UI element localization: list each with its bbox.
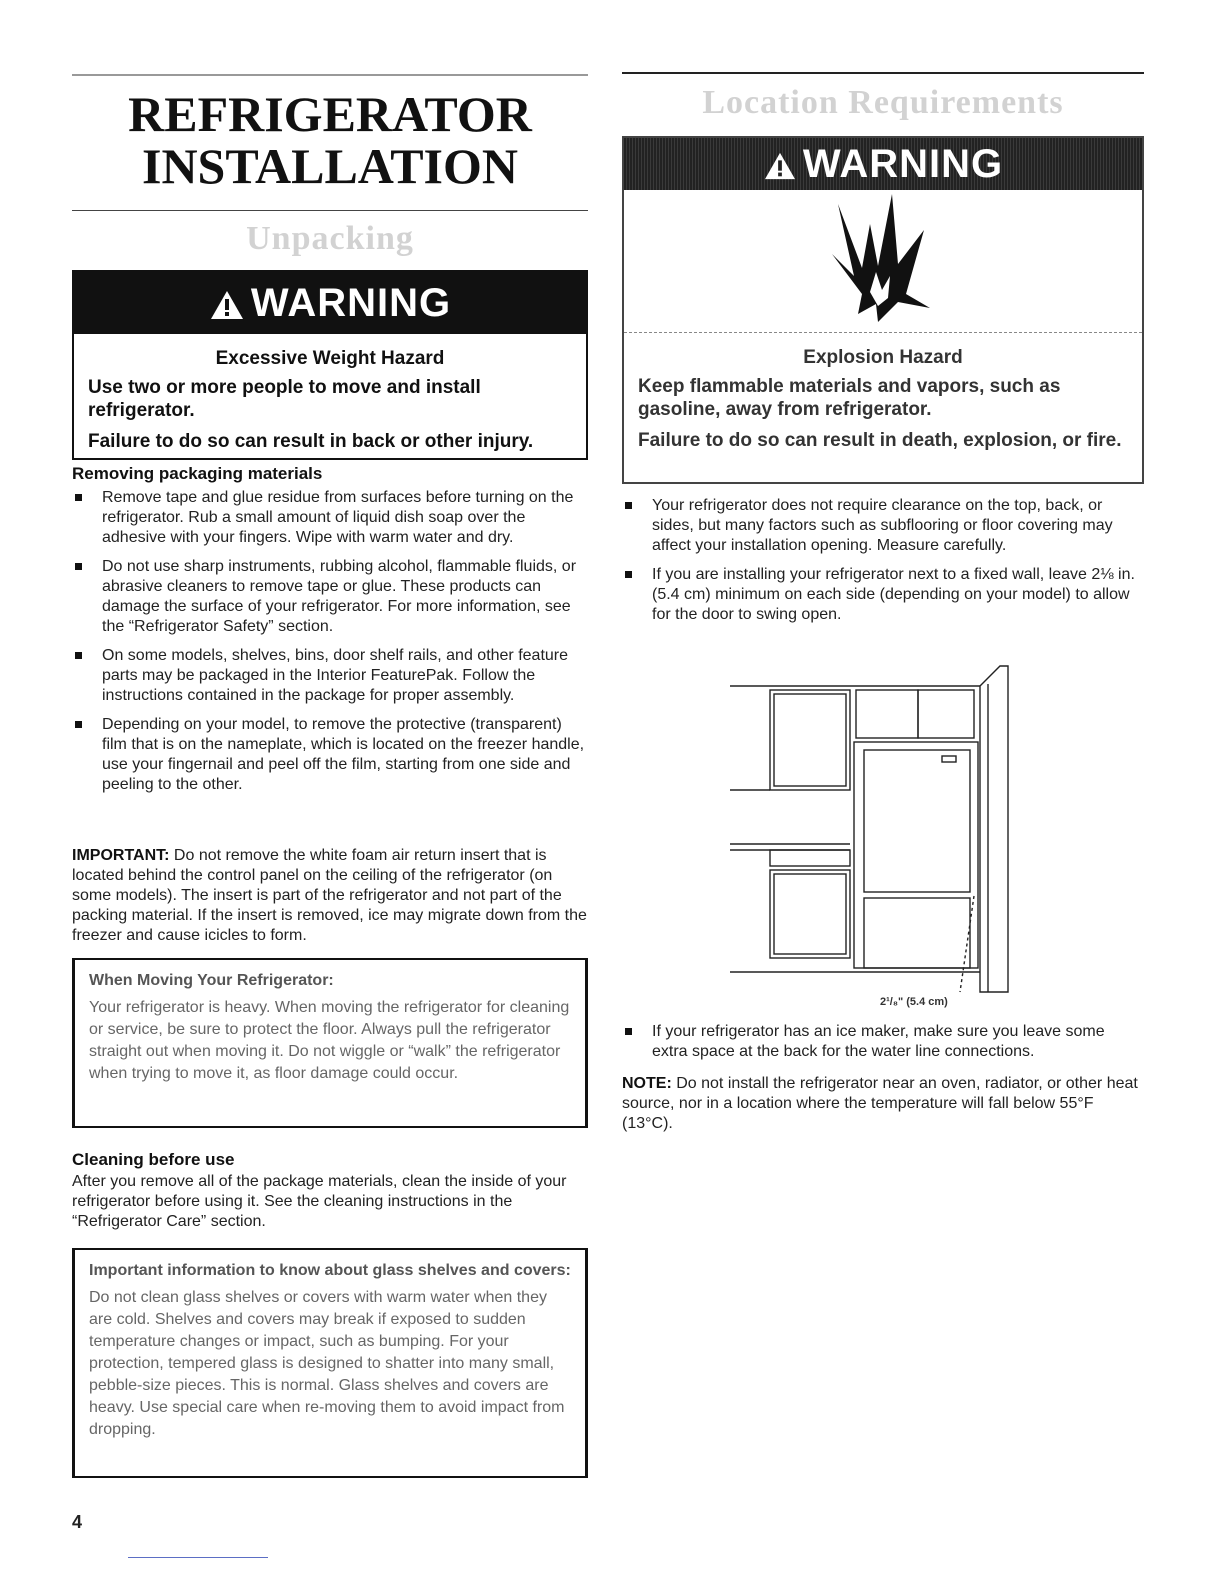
explosion-icon-area bbox=[624, 190, 1142, 333]
removing-heading: Removing packaging materials bbox=[72, 464, 323, 483]
warning-instruction: Use two or more people to move and install refrigerator. bbox=[88, 377, 481, 421]
note-label: NOTE: bbox=[622, 1075, 672, 1092]
removing-list bbox=[72, 488, 588, 804]
page-title bbox=[72, 88, 588, 192]
hazard-title: Explosion Hazard bbox=[803, 347, 963, 368]
warning-banner bbox=[624, 138, 1142, 190]
warning-consequence: Failure to do so can result in death, explosion, or fire. bbox=[638, 430, 1122, 451]
warning-triangle-icon bbox=[209, 289, 245, 321]
warning-triangle-icon bbox=[763, 151, 797, 181]
warning-banner bbox=[74, 272, 586, 334]
warning-label: WARNING bbox=[250, 281, 452, 325]
list-item: Do not use sharp instruments, rubbing alcohol, flammable fluids, or abrasive cleaners to remove tape or glue. These products can damage the surface of your refrigerator. For more information, see the “Refrigerator Safety” section. bbox=[72, 557, 588, 637]
location-title: Location Requirements bbox=[702, 84, 1064, 121]
location-list-2 bbox=[622, 1022, 1144, 1071]
explosion-warning-box bbox=[622, 136, 1144, 484]
warning-label: WARNING bbox=[802, 142, 1004, 186]
moving-info-box bbox=[72, 958, 588, 1128]
note-text: Do not install the refrigerator near an oven, radiator, or other heat source, nor in a location where the temperature will fall below 55°F (13°C). bbox=[622, 1075, 1138, 1132]
location-list bbox=[622, 496, 1144, 634]
important-paragraph bbox=[72, 846, 588, 946]
list-item: Remove tape and glue residue from surfaces before turning on the refrigerator. Rub a small amount of liquid dish soap over the adhesive with your fingers. Wipe with warm water and dry. bbox=[72, 488, 588, 548]
list-item: If your refrigerator has an ice maker, make sure you leave some extra space at the back for the water line connections. bbox=[622, 1022, 1144, 1062]
moving-body: Your refrigerator is heavy. When moving the refrigerator for cleaning or service, be sure to protect the floor. Always pull the refrigerator straight out when moving it. Do not wiggle or “walk” the refrigerator when trying to move it, as floor damage could occur. bbox=[89, 999, 570, 1082]
important-text: Do not remove the white foam air return insert that is located behind the control panel on the ceiling of the refrigerator (on some models). The insert is part of the refrigerator and not part of the packing material. If the insert is removed, ice may migrate down from the freezer and cause icicles to form. bbox=[72, 847, 587, 944]
list-item: On some models, shelves, bins, door shelf rails, and other feature parts may be packaged in the Interior FeaturePak. Follow the instructions contained in the package for proper assembly. bbox=[72, 646, 588, 706]
important-label: IMPORTANT: bbox=[72, 847, 170, 864]
note-paragraph bbox=[622, 1074, 1144, 1134]
page-number: 4 bbox=[72, 1512, 83, 1532]
glass-heading: Important information to know about glass shelves and covers: bbox=[89, 1262, 571, 1279]
glass-body: Do not clean glass shelves or covers with warm water when they are cold. Shelves and covers may break if exposed to sudden temperature changes or impact, such as bumping. For your protection, tempered glass is designed to shatter into many small, pebble-size pieces. This is normal. Glass shelves and covers are heavy. Use special care when re-moving them to avoid impact from dropping. bbox=[89, 1289, 565, 1438]
list-item: If you are installing your refrigerator next to a fixed wall, leave 2⅛ in. (5.4 cm) minimum on each side (depending on your model) to allow for the door to swing open. bbox=[622, 565, 1144, 625]
top-rule-left bbox=[72, 74, 588, 76]
explosion-icon bbox=[818, 194, 948, 328]
weight-warning-box bbox=[72, 270, 588, 460]
glass-info-box bbox=[72, 1248, 588, 1478]
title-line-2: INSTALLATION bbox=[141, 138, 519, 194]
unpacking-title: Unpacking bbox=[246, 220, 414, 257]
installation-diagram bbox=[730, 664, 1020, 1004]
title-divider bbox=[72, 210, 588, 211]
list-item: Depending on your model, to remove the protective (transparent) film that is on the nameplate, which is located on the freezer handle, use your fingernail and peel off the film, starting from one side and peeling to the other. bbox=[72, 715, 588, 795]
top-rule-right bbox=[622, 72, 1144, 74]
warning-consequence: Failure to do so can result in back or other injury. bbox=[88, 431, 534, 452]
clearance-label: 2¹/₈" (5.4 cm) bbox=[880, 996, 948, 1008]
footer-rule bbox=[128, 1557, 268, 1558]
cleaning-paragraph: After you remove all of the package materials, clean the inside of your refrigerator before using it. See the cleaning instructions in the “Refrigerator Care” section. bbox=[72, 1173, 567, 1230]
title-line-1: REFRIGERATOR bbox=[128, 86, 532, 142]
warning-instruction: Keep flammable materials and vapors, such as gasoline, away from refrigerator. bbox=[638, 376, 1061, 420]
hazard-title: Excessive Weight Hazard bbox=[215, 348, 445, 369]
list-item: Your refrigerator does not require clearance on the top, back, or sides, but many factors such as subflooring or floor covering may affect your installation opening. Measure carefully. bbox=[622, 496, 1144, 556]
cleaning-heading: Cleaning before use bbox=[72, 1150, 235, 1169]
moving-heading: When Moving Your Refrigerator: bbox=[89, 972, 334, 989]
